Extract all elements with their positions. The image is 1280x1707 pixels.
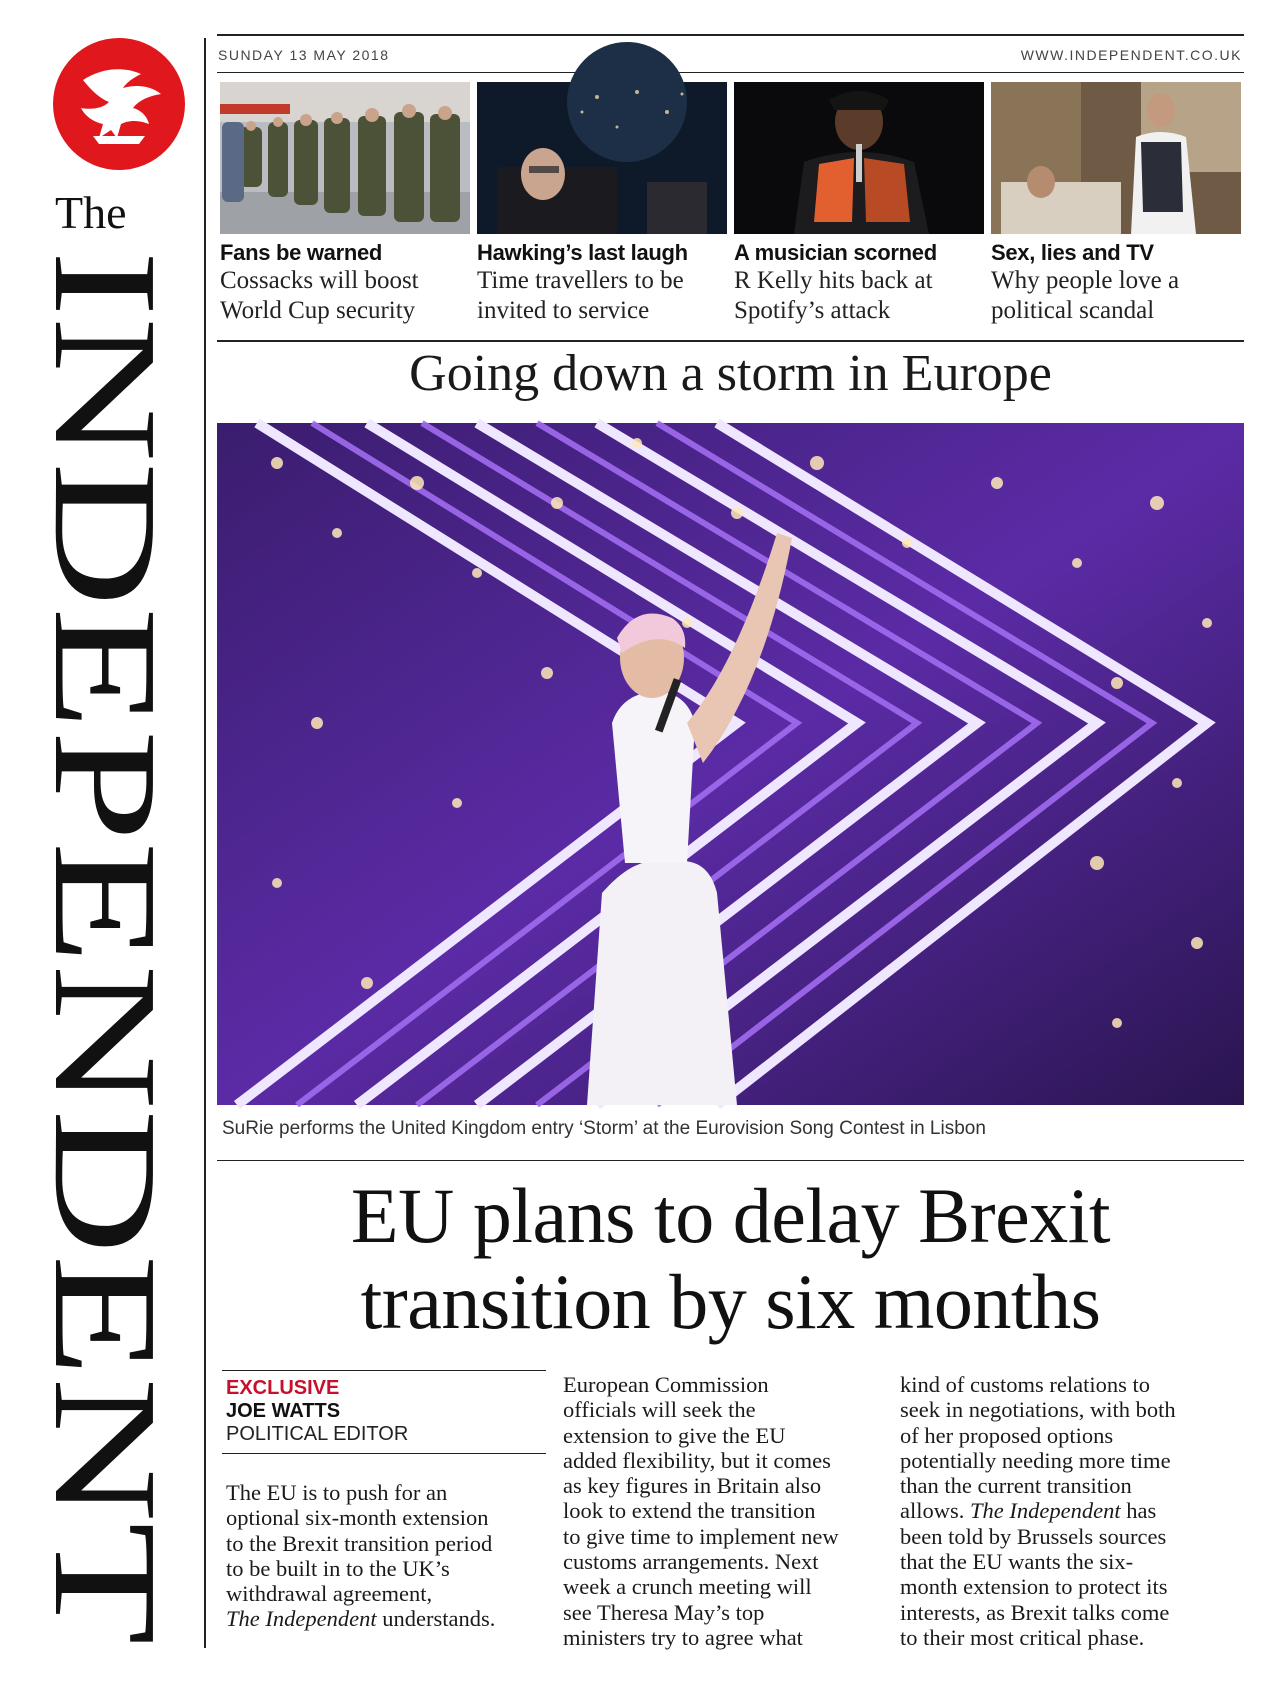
exclusive-label: EXCLUSIVE [226,1377,340,1399]
body-line: as key figures in Britain also [563,1473,822,1499]
teaser-dek-line: Spotify’s attack [734,297,891,324]
body-line: to give time to implement new [563,1523,839,1549]
website-url[interactable]: WWW.INDEPENDENT.CO.UK [1020,47,1242,63]
body-line: European Commission [563,1372,769,1397]
body-line: seek in negotiations, with both [900,1397,1176,1423]
body-line: withdrawal agreement, [226,1581,433,1607]
eagle-icon [53,38,185,170]
body-line: week a crunch meeting will [563,1574,812,1600]
body-line: ministers try to agree what [563,1624,803,1650]
headline-line: transition by six months [360,1258,1101,1345]
body-line: to be built in to the UK’s [226,1555,450,1581]
body-line: The EU is to push for an [226,1480,448,1505]
body-line: customs arrangements. Next [563,1549,819,1575]
publication-name: The Independent [226,1606,377,1632]
teaser-dek-line: Time travellers to be [477,267,684,294]
teaser-cossacks[interactable] [220,82,470,326]
teaser-kicker: Hawking’s last laugh [477,240,688,265]
teaser-image-hawking [477,82,727,234]
main-headline [217,1173,1244,1345]
teaser-rkelly[interactable] [734,82,984,326]
teaser-image-tv [991,82,1241,234]
body-line: extension to give the EU [563,1422,786,1448]
teaser-kicker: A musician scorned [734,240,937,265]
body-line: month extension to protect its [900,1574,1168,1600]
photo-caption: SuRie performs the United Kingdom entry ‘Storm’ at the Eurovision Song Contest in Lisbon [222,1118,986,1139]
body-text: allows. [900,1498,970,1524]
teaser-dek-line: Why people love a [991,267,1180,294]
teaser-dek-line: World Cup security [220,297,416,324]
body-line [900,1498,1240,1523]
photo-strapline: Going down a storm in Europe [409,345,1052,402]
body-text: understands. [376,1606,496,1632]
teaser-kicker: Fans be warned [220,240,383,265]
teaser-dek-line: R Kelly hits back at [734,267,933,294]
masthead-name: INDEPENDENT [23,250,187,1278]
body-line: than the current transition [900,1473,1132,1499]
body-line: to the Brexit transition period [226,1530,493,1556]
body-line: officials will seek the [563,1397,756,1423]
body-line: optional six-month extension [226,1505,489,1531]
body-line: kind of customs relations to [900,1372,1150,1397]
caption-rule [217,1160,1244,1161]
body-line: interests, as Brexit talks come [900,1599,1170,1625]
body-line [226,1606,556,1631]
body-line: that the EU wants the six- [900,1549,1134,1575]
masthead-the: The [55,187,127,238]
eagle-logo [53,38,185,170]
publication-name: The Independent [970,1498,1121,1524]
body-line: look to extend the transition [563,1498,816,1524]
body-line: added flexibility, but it comes [563,1447,831,1473]
hero-photo [217,423,1244,1105]
body-line: of her proposed options [900,1422,1114,1448]
body-line: to their most critical phase. [900,1624,1145,1650]
masthead-title [23,250,188,1650]
teaser-image-rkelly [734,82,984,234]
byline-rule-bottom [222,1453,546,1454]
date-rule [217,72,1244,73]
top-rule [217,34,1244,36]
teaser-tv[interactable] [991,82,1241,326]
byline [226,1377,544,1446]
teaser-dek-line: political scandal [991,297,1155,324]
article-column-2 [563,1372,893,1650]
article-column-3 [900,1372,1240,1650]
teaser-rule [217,340,1244,342]
author-name[interactable]: JOE WATTS [226,1400,341,1422]
teaser-dek-line: Cossacks will boost [220,267,419,294]
byline-rule-top [222,1370,546,1371]
body-line: potentially needing more time [900,1447,1171,1473]
dateline: SUNDAY 13 MAY 2018 [218,47,390,63]
teaser-image-cossacks [220,82,470,234]
author-role: POLITICAL EDITOR [226,1423,409,1445]
headline-line: EU plans to delay Brexit [350,1172,1111,1259]
body-text: has [1120,1498,1157,1524]
teaser-kicker: Sex, lies and TV [991,240,1154,265]
body-line: see Theresa May’s top [563,1599,765,1625]
teaser-dek-line: invited to service [477,297,650,324]
article-column-1 [226,1480,556,1632]
teaser-hawking[interactable] [477,82,727,326]
body-line: been told by Brussels sources [900,1523,1167,1549]
masthead-divider [204,38,206,1648]
